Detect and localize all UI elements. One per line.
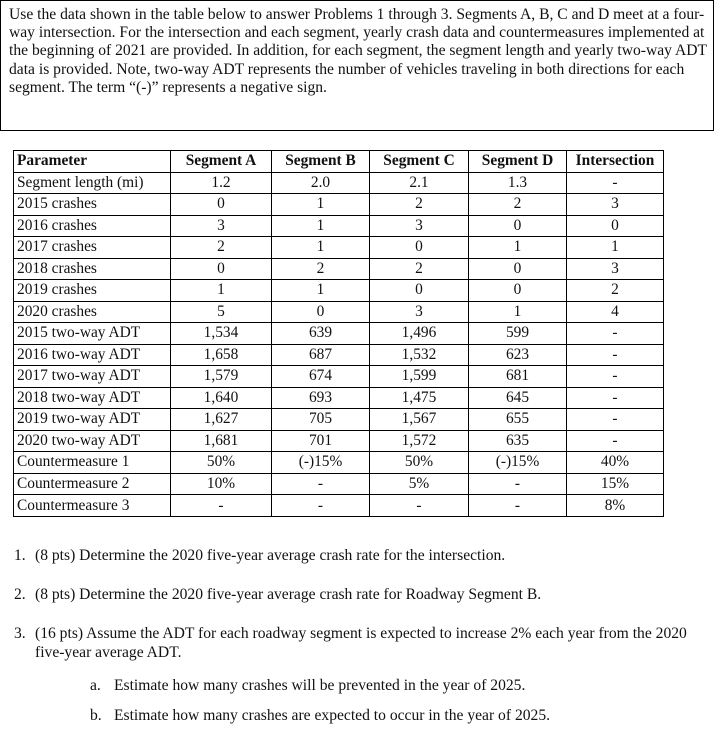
cell-segment-c: 1,532 (370, 344, 469, 366)
cell-segment-c: 1,572 (370, 430, 469, 452)
cell-parameter: 2019 two-way ADT (14, 409, 171, 431)
cell-intersection: 4 (567, 301, 664, 323)
subquestion-text: Estimate how many crashes are expected to occur in the year of 2025. (114, 707, 551, 724)
cell-segment-d: 1.3 (469, 172, 567, 194)
cell-intersection: - (567, 430, 664, 452)
cell-segment-b: 687 (272, 344, 370, 366)
cell-segment-a: 1,534 (171, 323, 272, 345)
cell-segment-c: 5% (370, 473, 469, 495)
question-text: (16 pts) Assume the ADT for each roadway segment is expected to increase 2% each year from the 2020 five-year average ADT. (35, 625, 687, 661)
cell-parameter: Countermeasure 2 (14, 473, 171, 495)
cell-intersection: - (567, 344, 664, 366)
table-row (14, 452, 664, 474)
cell-segment-a: 1,640 (171, 387, 272, 409)
data-table (13, 150, 664, 517)
cell-segment-a: 5 (171, 301, 272, 323)
cell-segment-a: 1 (171, 280, 272, 302)
header-intersection: Intersection (567, 151, 664, 173)
cell-parameter: 2015 two-way ADT (14, 323, 171, 345)
cell-segment-d: 0 (469, 258, 567, 280)
question-text: (8 pts) Determine the 2020 five-year average crash rate for the intersection. (35, 547, 506, 564)
header-segment-d: Segment D (469, 151, 567, 173)
cell-intersection: 1 (567, 237, 664, 259)
cell-segment-d: 0 (469, 215, 567, 237)
cell-intersection: - (567, 409, 664, 431)
cell-parameter: 2020 crashes (14, 301, 171, 323)
intro-paragraph: Use the data shown in the table below to answer Problems 1 through 3. Segments A, B, C and D meet at a four-way intersection. For the intersection and each segment, yearly crash data and countermeasures implemented at the beginning of 2021 are provided. In addition, for each segment, the segment length and yearly two-way ADT data is provided. Note, two-way ADT represents the number of vehicles traveling in both directions for each segment. The term “(-)” represents a negative sign. (9, 6, 707, 96)
table-row (14, 387, 664, 409)
cell-segment-d: 655 (469, 409, 567, 431)
cell-segment-d: - (469, 495, 567, 517)
cell-parameter: 2017 two-way ADT (14, 366, 171, 388)
table-row (14, 430, 664, 452)
cell-segment-a: 2 (171, 237, 272, 259)
header-segment-b: Segment B (272, 151, 370, 173)
question-text: (8 pts) Determine the 2020 five-year average crash rate for Roadway Segment B. (35, 586, 542, 603)
table-row (14, 473, 664, 495)
cell-parameter: 2018 crashes (14, 258, 171, 280)
cell-segment-c: - (370, 495, 469, 517)
cell-parameter: 2018 two-way ADT (14, 387, 171, 409)
cell-segment-a: 50% (171, 452, 272, 474)
cell-segment-d: 623 (469, 344, 567, 366)
table-row (14, 366, 664, 388)
table-row (14, 258, 664, 280)
table-row (14, 194, 664, 216)
subquestion-letter: b. (90, 707, 102, 724)
cell-intersection: 15% (567, 473, 664, 495)
cell-segment-b: 674 (272, 366, 370, 388)
cell-parameter: Segment length (mi) (14, 172, 171, 194)
cell-segment-b: - (272, 495, 370, 517)
cell-segment-c: 1,496 (370, 323, 469, 345)
cell-intersection: 0 (567, 215, 664, 237)
table-row (14, 409, 664, 431)
cell-parameter: 2017 crashes (14, 237, 171, 259)
cell-segment-a: 0 (171, 258, 272, 280)
cell-segment-d: 635 (469, 430, 567, 452)
question-number: 2. (14, 586, 26, 603)
table-header-row (14, 151, 664, 173)
cell-segment-c: 2 (370, 194, 469, 216)
cell-intersection: - (567, 387, 664, 409)
cell-intersection: - (567, 172, 664, 194)
cell-segment-d: 681 (469, 366, 567, 388)
header-parameter: Parameter (14, 151, 171, 173)
cell-segment-d: 599 (469, 323, 567, 345)
cell-segment-d: 0 (469, 280, 567, 302)
cell-intersection: 8% (567, 495, 664, 517)
cell-segment-b: 1 (272, 194, 370, 216)
cell-segment-d: (-)15% (469, 452, 567, 474)
cell-segment-b: 639 (272, 323, 370, 345)
cell-segment-c: 3 (370, 301, 469, 323)
cell-segment-c: 2.1 (370, 172, 469, 194)
table-row (14, 237, 664, 259)
cell-segment-b: 0 (272, 301, 370, 323)
cell-parameter: 2016 two-way ADT (14, 344, 171, 366)
cell-segment-a: 1,658 (171, 344, 272, 366)
cell-segment-c: 50% (370, 452, 469, 474)
cell-parameter: Countermeasure 3 (14, 495, 171, 517)
subquestion-letter: a. (90, 677, 101, 694)
cell-segment-c: 1,475 (370, 387, 469, 409)
cell-segment-a: 1,627 (171, 409, 272, 431)
table-body (14, 172, 664, 517)
header-segment-c: Segment C (370, 151, 469, 173)
cell-segment-a: 1,579 (171, 366, 272, 388)
cell-segment-a: 0 (171, 194, 272, 216)
cell-intersection: - (567, 366, 664, 388)
cell-segment-b: 2.0 (272, 172, 370, 194)
intro-box (0, 0, 714, 131)
cell-segment-c: 0 (370, 237, 469, 259)
cell-segment-b: 2 (272, 258, 370, 280)
cell-parameter: 2019 crashes (14, 280, 171, 302)
cell-segment-a: 10% (171, 473, 272, 495)
cell-parameter: Countermeasure 1 (14, 452, 171, 474)
table-row (14, 323, 664, 345)
table-row (14, 344, 664, 366)
table-row (14, 172, 664, 194)
cell-segment-d: 645 (469, 387, 567, 409)
cell-segment-c: 2 (370, 258, 469, 280)
table-row (14, 280, 664, 302)
cell-segment-b: 693 (272, 387, 370, 409)
cell-segment-c: 3 (370, 215, 469, 237)
header-segment-a: Segment A (171, 151, 272, 173)
subquestion-text: Estimate how many crashes will be prevented in the year of 2025. (114, 677, 526, 694)
cell-segment-d: 1 (469, 301, 567, 323)
cell-intersection: 2 (567, 280, 664, 302)
cell-segment-b: 1 (272, 237, 370, 259)
cell-segment-b: 705 (272, 409, 370, 431)
cell-segment-b: (-)15% (272, 452, 370, 474)
cell-segment-d: 2 (469, 194, 567, 216)
cell-intersection: 40% (567, 452, 664, 474)
cell-segment-b: - (272, 473, 370, 495)
cell-segment-d: 1 (469, 237, 567, 259)
cell-segment-c: 0 (370, 280, 469, 302)
cell-segment-a: 1,681 (171, 430, 272, 452)
cell-segment-c: 1,567 (370, 409, 469, 431)
cell-intersection: - (567, 323, 664, 345)
cell-segment-b: 701 (272, 430, 370, 452)
cell-segment-a: 1.2 (171, 172, 272, 194)
cell-parameter: 2020 two-way ADT (14, 430, 171, 452)
question-number: 3. (14, 625, 26, 642)
cell-intersection: 3 (567, 258, 664, 280)
cell-parameter: 2015 crashes (14, 194, 171, 216)
cell-segment-b: 1 (272, 215, 370, 237)
cell-intersection: 3 (567, 194, 664, 216)
table-row (14, 495, 664, 517)
question-number: 1. (14, 547, 26, 564)
cell-parameter: 2016 crashes (14, 215, 171, 237)
cell-segment-a: 3 (171, 215, 272, 237)
cell-segment-d: - (469, 473, 567, 495)
cell-segment-c: 1,599 (370, 366, 469, 388)
table-row (14, 215, 664, 237)
cell-segment-b: 1 (272, 280, 370, 302)
cell-segment-a: - (171, 495, 272, 517)
table-row (14, 301, 664, 323)
